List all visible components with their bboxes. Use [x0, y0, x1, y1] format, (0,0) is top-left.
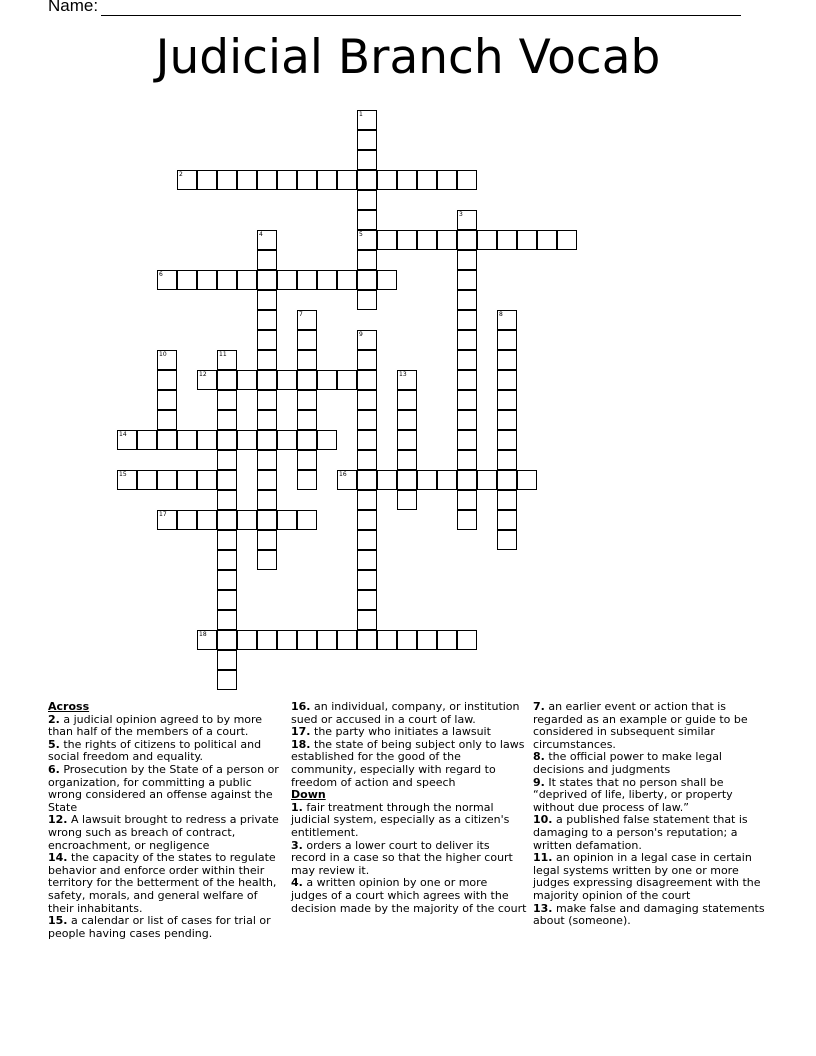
crossword-cell[interactable] — [457, 410, 477, 430]
crossword-cell[interactable] — [357, 130, 377, 150]
crossword-cell[interactable] — [397, 170, 417, 190]
clue-text: the party who initiates a lawsuit — [314, 725, 491, 739]
cell-number: 7 — [299, 311, 303, 318]
crossword-cell[interactable] — [357, 570, 377, 590]
clue — [533, 852, 769, 902]
crossword-cell[interactable] — [457, 430, 477, 450]
crossword-cell[interactable] — [397, 630, 417, 650]
crossword-cell[interactable] — [397, 370, 417, 390]
crossword-cell[interactable] — [337, 370, 357, 390]
crossword-cell[interactable] — [197, 470, 217, 490]
crossword-cell[interactable] — [357, 270, 377, 290]
clue-text: make false and damaging statements about (someone). — [533, 901, 765, 928]
crossword-cell[interactable] — [457, 470, 477, 490]
crossword-cell[interactable] — [437, 470, 457, 490]
clue — [533, 701, 769, 751]
crossword-cell[interactable] — [297, 410, 317, 430]
crossword-cell[interactable] — [457, 510, 477, 530]
crossword-cell[interactable] — [497, 230, 517, 250]
crossword-cell[interactable] — [217, 430, 237, 450]
clue-number: 16. — [291, 700, 311, 713]
crossword-cell[interactable] — [357, 590, 377, 610]
clue — [48, 714, 284, 739]
crossword-cell[interactable] — [357, 390, 377, 410]
crossword-cell[interactable] — [457, 290, 477, 310]
crossword-cell[interactable] — [257, 330, 277, 350]
crossword-cell[interactable] — [257, 370, 277, 390]
crossword-cell[interactable] — [257, 470, 277, 490]
crossword-cell[interactable] — [417, 170, 437, 190]
clue-text: the rights of citizens to political and social freedom and equality. — [48, 737, 262, 764]
clue — [48, 764, 284, 814]
crossword-cell[interactable] — [317, 270, 337, 290]
crossword-cell[interactable] — [397, 390, 417, 410]
crossword-cell[interactable] — [357, 170, 377, 190]
crossword-cell[interactable] — [317, 170, 337, 190]
crossword-cell[interactable] — [377, 630, 397, 650]
crossword-cell[interactable] — [397, 430, 417, 450]
crossword-cell[interactable] — [177, 270, 197, 290]
clue-number: 2. — [48, 712, 60, 726]
clue-number: 11. — [533, 851, 553, 865]
crossword-cell[interactable] — [497, 530, 517, 550]
crossword-cell[interactable] — [177, 510, 197, 530]
crossword-cell[interactable] — [317, 370, 337, 390]
crossword-cell[interactable] — [477, 470, 497, 490]
crossword-cell[interactable] — [317, 430, 337, 450]
cell-number: 13 — [399, 371, 407, 378]
crossword-cell[interactable] — [257, 310, 277, 330]
crossword-cell[interactable] — [497, 470, 517, 490]
crossword-cell[interactable] — [257, 270, 277, 290]
clue — [291, 840, 527, 878]
crossword-cell[interactable] — [357, 350, 377, 370]
cell-number: 11 — [219, 351, 227, 358]
crossword-cell[interactable] — [257, 630, 277, 650]
crossword-cell[interactable] — [297, 330, 317, 350]
crossword-cell[interactable] — [297, 370, 317, 390]
crossword-cell[interactable] — [457, 230, 477, 250]
crossword-cell[interactable] — [217, 530, 237, 550]
crossword-cell[interactable] — [457, 490, 477, 510]
crossword-cell[interactable] — [197, 170, 217, 190]
clue — [533, 751, 769, 776]
clue-number: 9. — [533, 775, 545, 789]
crossword-cell[interactable] — [297, 390, 317, 410]
crossword-cell[interactable] — [497, 450, 517, 470]
clue — [48, 814, 284, 852]
crossword-cell[interactable] — [337, 630, 357, 650]
clue — [48, 739, 284, 764]
crossword-cell[interactable] — [357, 210, 377, 230]
crossword-cell[interactable] — [217, 610, 237, 630]
clue — [533, 777, 769, 815]
crossword-cell[interactable] — [257, 390, 277, 410]
crossword-cell[interactable] — [297, 350, 317, 370]
crossword-cell[interactable] — [357, 430, 377, 450]
cell-number: 3 — [459, 211, 463, 218]
crossword-cell[interactable] — [217, 350, 237, 370]
crossword-cell[interactable] — [497, 430, 517, 450]
cell-number: 18 — [199, 631, 207, 638]
crossword-cell[interactable] — [417, 630, 437, 650]
crossword-cell[interactable] — [497, 390, 517, 410]
crossword-cell[interactable] — [357, 250, 377, 270]
crossword-cell[interactable] — [277, 630, 297, 650]
crossword-cell[interactable] — [457, 250, 477, 270]
crossword-cell[interactable] — [457, 350, 477, 370]
crossword-cell[interactable] — [497, 370, 517, 390]
crossword-cell[interactable] — [497, 310, 517, 330]
crossword-cell[interactable] — [277, 510, 297, 530]
crossword-cell[interactable] — [157, 350, 177, 370]
crossword-cell[interactable] — [437, 630, 457, 650]
crossword-cell[interactable] — [217, 670, 237, 690]
crossword-cell[interactable] — [277, 370, 297, 390]
clue-number: 1. — [291, 800, 303, 814]
clue-text: an opinion in a legal case in certain legal systems written by one or more judges expressing disagreement with the majority opinion of the court — [533, 851, 761, 902]
crossword-cell[interactable] — [197, 430, 217, 450]
page-title: Judicial Branch Vocab — [155, 30, 661, 85]
crossword-cell[interactable] — [437, 170, 457, 190]
crossword-cell[interactable] — [217, 410, 237, 430]
crossword-cell[interactable] — [337, 170, 357, 190]
crossword-cell[interactable] — [317, 630, 337, 650]
crossword-cell[interactable] — [297, 170, 317, 190]
clue — [533, 814, 769, 852]
crossword-cell[interactable] — [297, 470, 317, 490]
crossword-cell[interactable] — [257, 430, 277, 450]
crossword-cell[interactable] — [237, 630, 257, 650]
crossword-cell[interactable] — [397, 450, 417, 470]
crossword-cell[interactable] — [177, 430, 197, 450]
clue-text: the official power to make legal decisions and judgments — [533, 750, 722, 776]
clue-text: A lawsuit brought to redress a private wrong such as breach of contract, encroachment, or negligence — [48, 813, 279, 852]
crossword-cell[interactable] — [157, 510, 177, 530]
crossword-cell[interactable] — [497, 510, 517, 530]
clue-text: a calendar or list of cases for trial or people having cases pending. — [48, 914, 271, 940]
crossword-cell[interactable] — [217, 510, 237, 530]
crossword-cell[interactable] — [297, 510, 317, 530]
crossword-cell[interactable] — [337, 470, 357, 490]
crossword-cell[interactable] — [397, 490, 417, 510]
crossword-cell[interactable] — [537, 230, 557, 250]
crossword-cell[interactable] — [357, 450, 377, 470]
clue-text: a judicial opinion agreed to by more than half of the members of a court. — [48, 712, 263, 739]
clue-text: the state of being subject only to laws established for the good of the community, especially with regard to freedom of action and speech — [291, 737, 525, 789]
clue-number: 12. — [48, 813, 68, 827]
crossword-cell[interactable] — [377, 230, 397, 250]
clue — [48, 852, 284, 915]
crossword-cell[interactable] — [457, 170, 477, 190]
crossword-cell[interactable] — [357, 230, 377, 250]
cell-number: 17 — [159, 511, 167, 518]
crossword-cell[interactable] — [217, 590, 237, 610]
crossword-cell[interactable] — [357, 150, 377, 170]
crossword-cell[interactable] — [157, 410, 177, 430]
crossword-cell[interactable] — [197, 510, 217, 530]
crossword-cell[interactable] — [257, 290, 277, 310]
clue-text: an individual, company, or institution sued or accused in a court of law. — [291, 700, 520, 726]
crossword-cell[interactable] — [257, 230, 277, 250]
crossword-cell[interactable] — [457, 330, 477, 350]
crossword-cell[interactable] — [457, 210, 477, 230]
crossword-cell[interactable] — [157, 270, 177, 290]
clue-text: a written opinion by one or more judges of a court which agrees with the decision made by the majority of the court — [291, 876, 527, 915]
crossword-cell[interactable] — [557, 230, 577, 250]
clue-number: 8. — [533, 750, 545, 764]
crossword-cell[interactable] — [217, 550, 237, 570]
crossword-cell[interactable] — [117, 470, 137, 490]
crossword-cell[interactable] — [197, 370, 217, 390]
section-heading: Down — [291, 788, 326, 802]
cell-number: 16 — [339, 471, 347, 478]
crossword-cell[interactable] — [357, 470, 377, 490]
crossword-cell[interactable] — [277, 270, 297, 290]
crossword-cell[interactable] — [397, 230, 417, 250]
crossword-cell[interactable] — [457, 310, 477, 330]
cell-number: 8 — [499, 311, 503, 318]
crossword-cell[interactable] — [177, 170, 197, 190]
clue-text: Prosecution by the State of a person or organization, for committing a public wrong considered an offense against the State — [48, 762, 279, 814]
crossword-cell[interactable] — [397, 470, 417, 490]
crossword-cell[interactable] — [357, 610, 377, 630]
crossword-cell[interactable] — [217, 570, 237, 590]
crossword-cell[interactable] — [297, 430, 317, 450]
clue-number: 10. — [533, 813, 553, 827]
cell-number: 10 — [159, 351, 167, 358]
crossword-cell[interactable] — [257, 450, 277, 470]
clue-number: 5. — [48, 737, 60, 751]
clue — [291, 877, 527, 915]
clue-number: 15. — [48, 914, 68, 928]
crossword-cell[interactable] — [377, 270, 397, 290]
cell-number: 6 — [159, 271, 163, 278]
crossword-cell[interactable] — [457, 390, 477, 410]
crossword-cell[interactable] — [217, 370, 237, 390]
crossword-cell[interactable] — [357, 410, 377, 430]
crossword-cell[interactable] — [217, 450, 237, 470]
crossword-cell[interactable] — [257, 530, 277, 550]
crossword-cell[interactable] — [437, 230, 457, 250]
clue-number: 3. — [291, 838, 303, 852]
name-label: Name: — [48, 0, 99, 15]
crossword-cell[interactable] — [237, 370, 257, 390]
clue-text: fair treatment through the normal judicial system, especially as a citizen's entitlement. — [291, 800, 510, 839]
clue-number: 4. — [291, 876, 303, 890]
crossword-cell[interactable] — [237, 510, 257, 530]
cell-number: 2 — [179, 171, 183, 178]
crossword-cell[interactable] — [297, 310, 317, 330]
crossword-cell[interactable] — [417, 470, 437, 490]
crossword-cell[interactable] — [297, 270, 317, 290]
clue-column-1 — [48, 701, 284, 940]
cell-number: 15 — [119, 471, 127, 478]
crossword-cell[interactable] — [117, 430, 137, 450]
crossword-cell[interactable] — [177, 470, 197, 490]
clue — [291, 802, 527, 840]
crossword-cell[interactable] — [357, 490, 377, 510]
crossword-cell[interactable] — [357, 370, 377, 390]
crossword-cell[interactable] — [237, 270, 257, 290]
crossword-cell[interactable] — [197, 270, 217, 290]
crossword-cell[interactable] — [357, 550, 377, 570]
crossword-cell[interactable] — [217, 170, 237, 190]
crossword-cell[interactable] — [237, 430, 257, 450]
clue-number: 13. — [533, 901, 553, 915]
crossword-cell[interactable] — [217, 490, 237, 510]
crossword-cell[interactable] — [137, 470, 157, 490]
crossword-cell[interactable] — [257, 550, 277, 570]
crossword-cell[interactable] — [397, 410, 417, 430]
section-heading: Across — [48, 700, 90, 713]
crossword-cell[interactable] — [377, 170, 397, 190]
clue-column-3 — [533, 701, 769, 928]
cell-number: 12 — [199, 371, 207, 378]
crossword-cell[interactable] — [337, 270, 357, 290]
crossword-cell[interactable] — [157, 390, 177, 410]
crossword-cell[interactable] — [277, 170, 297, 190]
crossword-cell[interactable] — [417, 230, 437, 250]
clue-number: 17. — [291, 725, 311, 739]
clue-text: a published false statement that is damaging to a person's reputation; a written defamation. — [533, 813, 748, 852]
crossword-cell[interactable] — [477, 230, 497, 250]
crossword-cell[interactable] — [297, 450, 317, 470]
crossword-cell[interactable] — [457, 450, 477, 470]
crossword-cell[interactable] — [357, 630, 377, 650]
crossword-cell[interactable] — [457, 370, 477, 390]
crossword-cell[interactable] — [217, 270, 237, 290]
crossword-cell[interactable] — [257, 410, 277, 430]
crossword-cell[interactable] — [517, 230, 537, 250]
crossword-cell[interactable] — [357, 530, 377, 550]
cell-number: 4 — [259, 231, 263, 238]
crossword-cell[interactable] — [257, 170, 277, 190]
crossword-cell[interactable] — [237, 170, 257, 190]
clue-text: the capacity of the states to regulate behavior and enforce order within their territory for the betterment of the health, safety, morals, and general welfare of their inhabitants. — [48, 851, 277, 915]
crossword-cell[interactable] — [257, 510, 277, 530]
crossword-cell[interactable] — [357, 190, 377, 210]
crossword-cell[interactable] — [217, 390, 237, 410]
crossword-cell[interactable] — [517, 470, 537, 490]
crossword-cell[interactable] — [257, 350, 277, 370]
clue — [533, 903, 769, 928]
crossword-cell[interactable] — [357, 110, 377, 130]
crossword-cell[interactable] — [457, 630, 477, 650]
crossword-cell[interactable] — [157, 470, 177, 490]
crossword-cell[interactable] — [357, 510, 377, 530]
crossword-cell[interactable] — [377, 470, 397, 490]
cell-number: 1 — [359, 111, 363, 118]
clue — [291, 701, 527, 726]
clue-number: 6. — [48, 762, 60, 776]
crossword-cell[interactable] — [357, 290, 377, 310]
clue-column-2 — [291, 701, 527, 915]
crossword-cell[interactable] — [217, 650, 237, 670]
cell-number: 9 — [359, 331, 363, 338]
crossword-cell[interactable] — [257, 250, 277, 270]
clue — [48, 915, 284, 940]
clue-text: an earlier event or action that is regarded as an example or guide to be considered in subsequent similar circumstances. — [533, 700, 748, 751]
crossword-cell[interactable] — [497, 410, 517, 430]
crossword-cell[interactable] — [297, 630, 317, 650]
clue-number: 7. — [533, 700, 545, 713]
clue-number: 14. — [48, 851, 68, 865]
crossword-cell[interactable] — [277, 430, 297, 450]
crossword-cell[interactable] — [457, 270, 477, 290]
crossword-cell[interactable] — [497, 330, 517, 350]
crossword-cell[interactable] — [217, 630, 237, 650]
cell-number: 5 — [359, 231, 363, 238]
crossword-cell[interactable] — [497, 350, 517, 370]
crossword-cell[interactable] — [137, 430, 157, 450]
crossword-cell[interactable] — [197, 630, 217, 650]
crossword-cell[interactable] — [497, 490, 517, 510]
cell-number: 14 — [119, 431, 127, 438]
clue-text: It states that no person shall be “deprived of life, liberty, or property without due process of law.” — [533, 775, 733, 814]
crossword-cell[interactable] — [157, 430, 177, 450]
crossword-cell[interactable] — [257, 490, 277, 510]
clue — [291, 739, 527, 789]
crossword-cell[interactable] — [217, 470, 237, 490]
crossword-cell[interactable] — [157, 370, 177, 390]
clue-number: 18. — [291, 737, 311, 751]
crossword-cell[interactable] — [357, 330, 377, 350]
clue-text: orders a lower court to deliver its record in a case so that the higher court may review it. — [291, 838, 513, 877]
